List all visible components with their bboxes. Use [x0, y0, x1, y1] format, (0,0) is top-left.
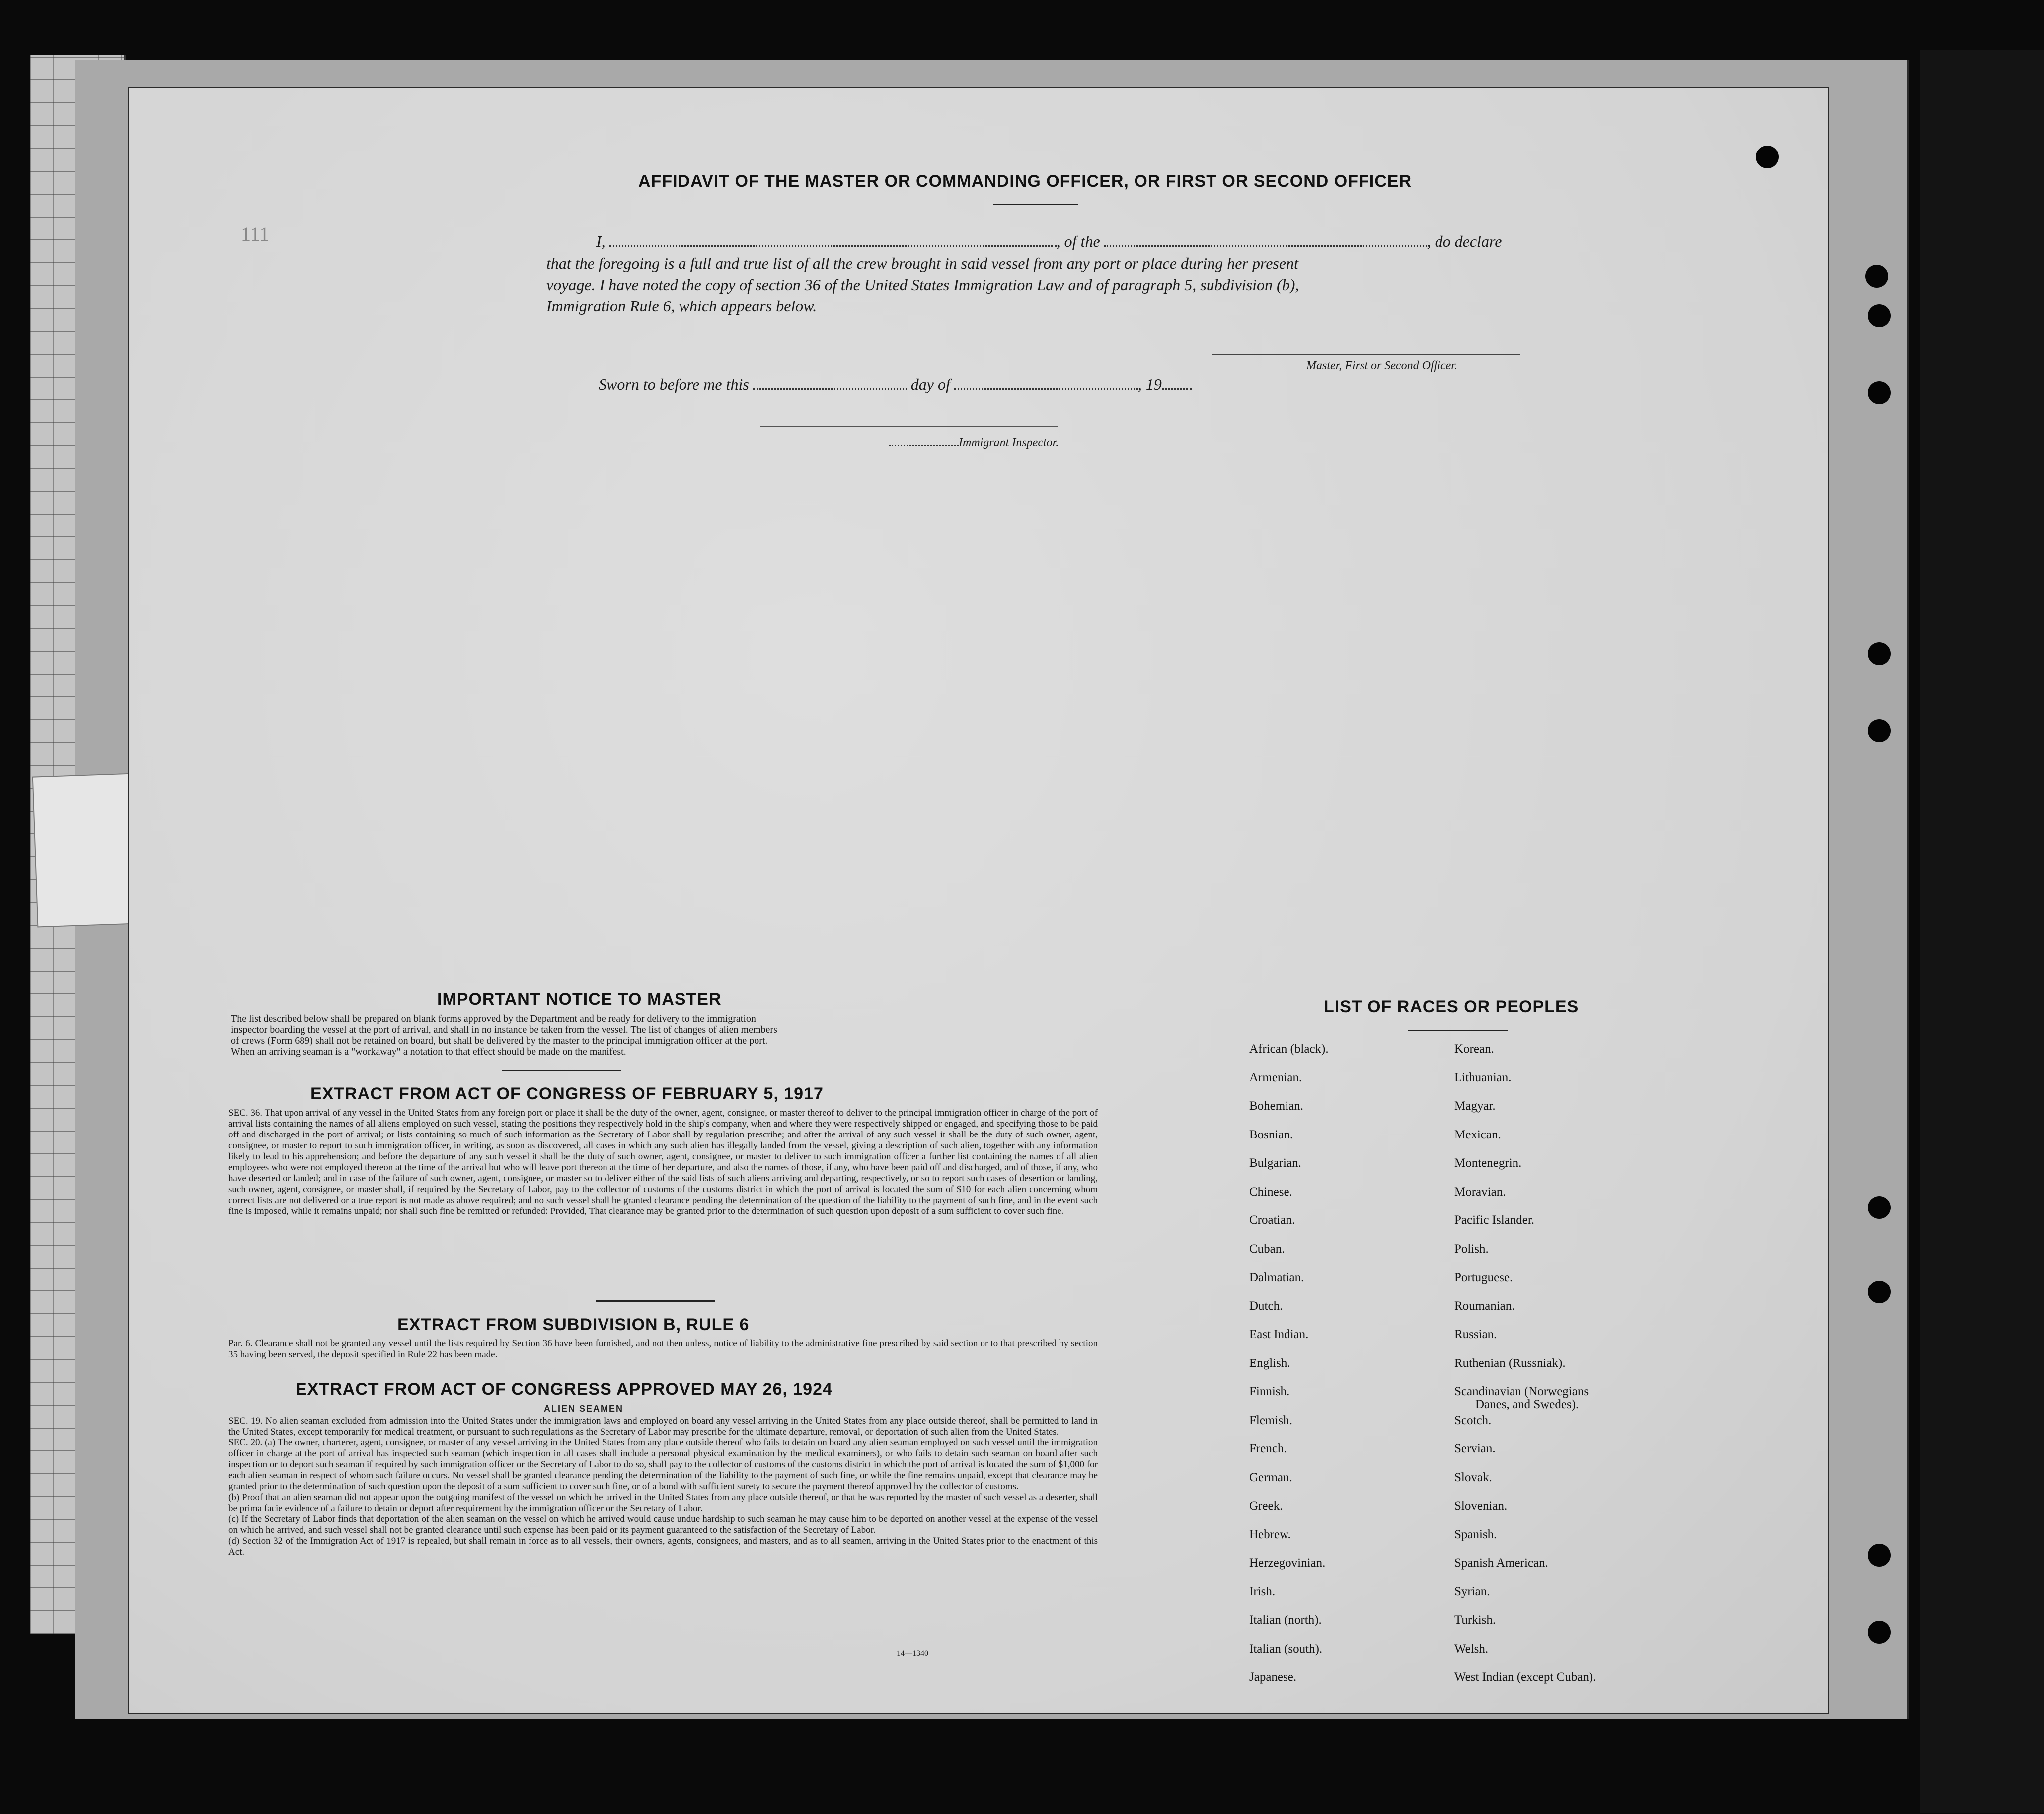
race-item: Russian.: [1454, 1328, 1497, 1341]
punch-hole: [1865, 265, 1888, 288]
race-item: Cuban.: [1249, 1242, 1285, 1256]
race-item: East Indian.: [1249, 1328, 1309, 1341]
race-item: Dalmatian.: [1249, 1271, 1304, 1284]
race-item: Chinese.: [1249, 1185, 1292, 1199]
declare-label: , do declare: [1427, 232, 1502, 250]
race-item: Spanish.: [1454, 1527, 1497, 1541]
race-item: Roumanian.: [1454, 1299, 1515, 1313]
extract-rule6-text: Par. 6. Clearance shall not be granted any vessel until the lists required by Section 36 have been furnished, and not then unless, notice of liability to the administrative fine prescribed by said section or to that prescribed by section 35 having been served, the deposit specified in Rule 22 has been made.: [228, 1338, 1098, 1360]
dark-edge-strip: [1920, 50, 2044, 1813]
declaration-line: [596, 232, 1502, 251]
master-signature-line[interactable]: [1212, 354, 1520, 355]
punch-hole: [1868, 719, 1891, 742]
notice-line-2: inspector boarding the vessel at the port of arrival, and shall in no instance be taken from the vessel. The list of changes of alien members: [231, 1024, 777, 1035]
sworn-line: [599, 376, 1192, 394]
punch-hole: [1868, 1196, 1891, 1219]
race-item: Slovenian.: [1454, 1499, 1508, 1512]
race-item: Japanese.: [1249, 1670, 1297, 1684]
race-item: Montenegrin.: [1454, 1156, 1522, 1170]
race-item: Herzegovinian.: [1249, 1556, 1326, 1570]
race-item: Korean.: [1454, 1042, 1494, 1056]
punch-hole: [1868, 381, 1891, 404]
notice-line-3: of crews (Form 689) shall not be retained on board, but shall be delivered by the master to the principal immigration officer at the port.: [231, 1035, 768, 1046]
punch-hole: [1756, 146, 1779, 168]
declarant-label: I,: [596, 232, 606, 250]
races-title-rule: [1408, 1030, 1508, 1031]
extract-rule6-title: EXTRACT FROM SUBDIVISION B, RULE 6: [397, 1315, 750, 1334]
extract-1924-title: EXTRACT FROM ACT OF CONGRESS APPROVED MAY 26, 1924: [296, 1380, 833, 1399]
punch-hole: [1868, 1544, 1891, 1567]
master-signature-label: Master, First or Second Officer.: [1306, 359, 1457, 372]
punch-hole: [1868, 304, 1891, 327]
race-item: Lithuanian.: [1454, 1070, 1512, 1084]
race-item: Finnish.: [1249, 1385, 1290, 1398]
race-item: Magyar.: [1454, 1099, 1496, 1113]
races-title: LIST OF RACES OR PEOPLES: [1324, 997, 1579, 1016]
race-item: Scotch.: [1454, 1413, 1492, 1427]
race-item: Bosnian.: [1249, 1128, 1293, 1141]
paper-tab: [32, 773, 139, 928]
race-item: Italian (south).: [1249, 1642, 1323, 1656]
race-item: Polish.: [1454, 1242, 1489, 1256]
race-item: Croatian.: [1249, 1213, 1295, 1227]
race-item: West Indian (except Cuban).: [1454, 1670, 1596, 1684]
extract-1917-title: EXTRACT FROM ACT OF CONGRESS OF FEBRUARY 5, 1917: [310, 1084, 824, 1103]
race-item: Dutch.: [1249, 1299, 1283, 1313]
punch-hole: [1868, 642, 1891, 665]
race-item: Slovak.: [1454, 1470, 1492, 1484]
race-item: Welsh.: [1454, 1642, 1489, 1656]
race-item: French.: [1249, 1442, 1287, 1455]
section-divider: [502, 1070, 621, 1071]
race-item: Irish.: [1249, 1585, 1276, 1598]
affidavit-line-3: voyage. I have noted the copy of section 36 of the United States Immigration Law and of paragraph 5, subdivision (b),: [546, 276, 1299, 294]
notice-line-4: When an arriving seaman is a "workaway" a notation to that effect should be made on the manifest.: [231, 1046, 626, 1057]
notice-title: IMPORTANT NOTICE TO MASTER: [437, 990, 722, 1009]
race-item: Hebrew.: [1249, 1527, 1291, 1541]
inspector-dots: [889, 443, 959, 446]
race-item: Moravian.: [1454, 1185, 1506, 1199]
section-divider: [596, 1300, 715, 1302]
sworn-day-blank[interactable]: [753, 386, 907, 390]
sworn-label: Sworn to before me this: [599, 376, 749, 393]
form-number: 14—1340: [897, 1649, 928, 1658]
race-item: Mexican.: [1454, 1128, 1501, 1141]
race-item: Greek.: [1249, 1499, 1283, 1512]
race-item: African (black).: [1249, 1042, 1329, 1056]
extract-1917-text: SEC. 36. That upon arrival of any vessel in the United States from any foreign port or place it shall be the duty of the owner, agent, consignee, or master thereof to deliver to the principal immigration officer in charge of the port of arrival lists containing the names of all aliens employed on such vessel, stating the positions they respectively hold in the ship's company, when and where they were respectively shipped or engaged, and specifying those to be paid off and discharged in the port of arrival; or lists containing so much of such information as the Secretary of Labor shall by regulation prescribe; and after the arrival of any such vessel it shall be the duty of such owner, agent, consignee, or master to report to such immigration officer, in writing, as soon as discovered, all cases in which any such alien has illegally landed from the vessel, giving a description of such alien, together with any information likely to lead to his apprehension; and before the departure of any such vessel it shall be the duty of such owner, agent, consignee, or master to deliver to such immigration officer a further list containing the names of all alien employees who were not employed thereon at the time of the arrival but who will leave port thereon at the time of her departure, and also the names of those, if any, who have been paid off and discharged, and of those, if any, who have deserted or landed; and in case of the failure of such owner, agent, consignee, or master so to deliver either of the said lists of such aliens arriving and departing, respectively, or so to report such cases of desertion or landing, such owner, agent, consignee, or master shall, if required by the Secretary of Labor, pay to the collector of customs of the customs district in which the port of arrival is located the sum of $10 for each alien concerning whom correct lists are not delivered or a true report is not made as above required; and no such vessel shall be granted clearance pending the determination of the question of the liability to the payment of such fine, and in the event such fine is imposed, while it remains unpaid; nor shall such fine be remitted or refunded: Provided, That clearance may be granted prior to the determination of such question upon deposit of a sum sufficient to cover such fine.: [228, 1108, 1098, 1216]
race-item: Bohemian.: [1249, 1099, 1304, 1113]
inspector-signature-line[interactable]: [760, 426, 1058, 427]
manifest-page: [129, 88, 1828, 1713]
race-item: Syrian.: [1454, 1585, 1490, 1598]
race-item: Armenian.: [1249, 1070, 1302, 1084]
affidavit-line-2: that the foregoing is a full and true list of all the crew brought in said vessel from any port or place during her present: [546, 254, 1298, 272]
punch-hole: [1868, 1281, 1891, 1303]
race-item: Portuguese.: [1454, 1271, 1513, 1284]
margin-mark: 111: [241, 223, 270, 245]
sworn-month-blank[interactable]: [954, 386, 1138, 390]
inspector-label-text: Immigrant Inspector.: [959, 436, 1059, 449]
race-item: Servian.: [1454, 1442, 1496, 1455]
race-item: Ruthenian (Russniak).: [1454, 1356, 1566, 1370]
race-item: German.: [1249, 1470, 1292, 1484]
race-item: Danes, and Swedes).: [1475, 1398, 1579, 1411]
race-item: Pacific Islander.: [1454, 1213, 1535, 1227]
officer-name-blank[interactable]: [609, 243, 1057, 247]
vessel-name-blank[interactable]: [1104, 243, 1427, 247]
alien-seamen-subtitle: ALIEN SEAMEN: [544, 1404, 624, 1414]
affidavit-title-rule: [993, 204, 1078, 205]
inspector-label: [889, 436, 1059, 450]
race-item: Italian (north).: [1249, 1613, 1322, 1627]
notice-line-1: The list described below shall be prepared on blank forms approved by the Department and be ready for delivery to the immigration: [231, 1013, 756, 1024]
year-label: , 19: [1137, 376, 1162, 393]
extract-1924-text: SEC. 19. No alien seaman excluded from admission into the United States under the immigration laws and employed on board any vessel arriving in the United States from any place outside thereof, shall be permitted to land in the United States, except temporarily for medical treatment, or pursuant to such regulations as the Secretary of Labor may prescribe for the ultimate departure, removal, or deportation of such alien from the United States. SEC. 20. (a) The owner, charterer, agent, consignee, or master of any vessel arriving in the United States from any place outside thereof who fails to detain on board any alien seaman employed on such vessel until the immigration officer in charge at the port of arrival has inspected such seaman (which inspection in all cases shall include a personal physical examination by the medical examiners), or who fails to detain such seaman on board after such inspection or to deport such seaman if required by such immigration officer or the Secretary of Labor to do so, shall pay to the collector of customs of the customs district in which the port of arrival is located the sum of $1,000 for each alien seaman in respect of whom such failure occurs. No vessel shall be granted clearance pending the determination of the liability to the payment of such fine, or while the fine remains unpaid, except that clearance may be granted prior to the determination of such question upon the deposit of a sum sufficient to cover such fine, or of a bond with sufficient surety to secure the payment thereof approved by the collector of customs. (b) Proof that an alien seaman did not appear upon the outgoing manifest of the vessel on which he arrived in the United States from any place outside thereof, or that he was reported by the master of such vessel as a deserter, shall be prima facie evidence of a failure to detain or deport after requirement by the immigration officer or the Secretary of Labor. (c) If the Secretary of Labor finds that deportation of the alien seaman on the vessel on which he arrived would cause undue hardship to such seaman he may cause him to be deported on another vessel at the expense of the vessel on which he arrived, and such vessel shall not be granted clearance until such expense has been paid or its payment guaranteed to the satisfaction of the Secretary of Labor. (d) Section 32 of the Immigration Act of 1917 is repealed, but shall remain in force as to all vessels, their owners, agents, consignees, and masters, and as to all seamen, arriving in the United States prior to the enactment of this Act.: [228, 1416, 1098, 1557]
affidavit-title: AFFIDAVIT OF THE MASTER OR COMMANDING OFFICER, OR FIRST OR SECOND OFFICER: [638, 172, 1412, 191]
punch-hole: [1868, 1621, 1891, 1644]
race-item: Scandinavian (Norwegians: [1454, 1385, 1589, 1398]
day-of-label: day of: [910, 376, 950, 393]
race-item: Spanish American.: [1454, 1556, 1548, 1570]
of-label: , of the: [1056, 232, 1100, 250]
race-item: Turkish.: [1454, 1613, 1496, 1627]
affidavit-line-4: Immigration Rule 6, which appears below.: [546, 297, 817, 315]
race-item: English.: [1249, 1356, 1290, 1370]
sworn-year-blank[interactable]: [1162, 386, 1192, 390]
race-item: Flemish.: [1249, 1413, 1292, 1427]
race-item: Bulgarian.: [1249, 1156, 1301, 1170]
